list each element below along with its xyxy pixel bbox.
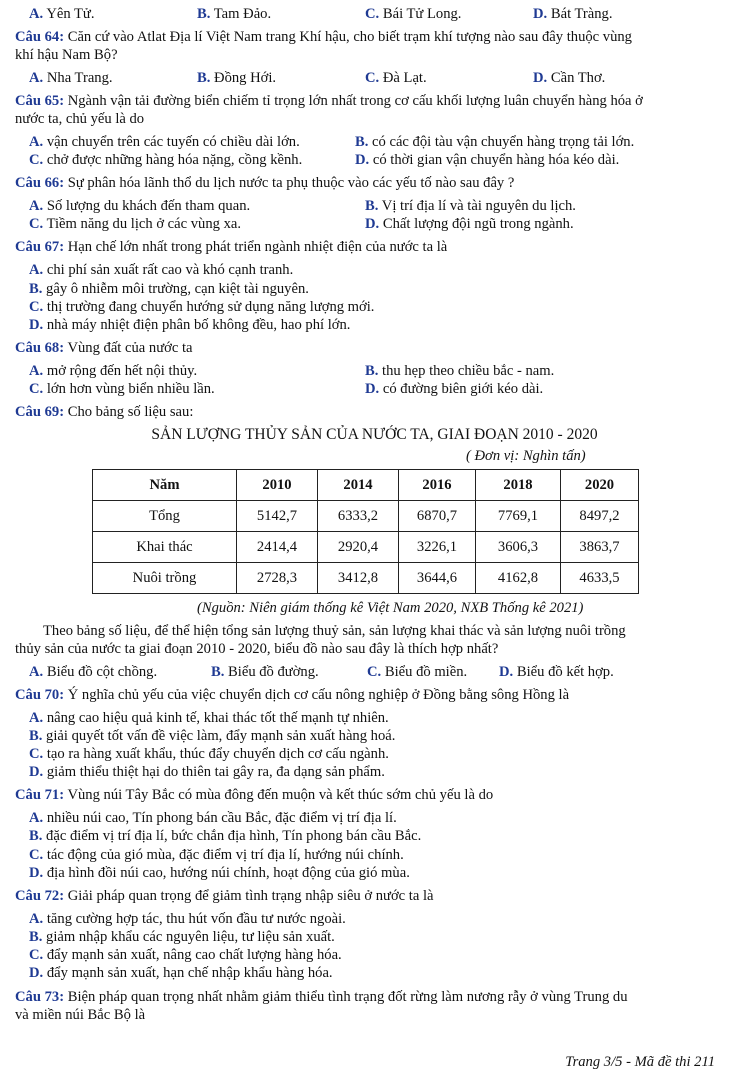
q63-option-d[interactable]: D. Bát Tràng. xyxy=(533,6,613,22)
q72-option-d[interactable]: D. đẩy mạnh sản xuất, hạn chế nhập khẩu hàng hóa. xyxy=(29,965,333,981)
q68-option-c[interactable]: C. lớn hơn vùng biển nhiều lần. xyxy=(29,381,215,397)
q70-option-b[interactable]: B. giải quyết tốt vấn đề việc làm, đẩy mạnh sản xuất hàng hoá. xyxy=(29,728,396,744)
q66-stem: Câu 66: Sự phân hóa lãnh thổ du lịch nước ta phụ thuộc vào các yếu tố nào sau đây ? xyxy=(15,175,515,191)
q70-option-c[interactable]: C. tạo ra hàng xuất khẩu, thúc đẩy chuyển dịch cơ cấu ngành. xyxy=(29,746,389,762)
table-cell: 2414,4 xyxy=(237,532,318,563)
q67-stem: Câu 67: Hạn chế lớn nhất trong phát triển ngành nhiệt điện của nước ta là xyxy=(15,239,448,255)
q64-option-a[interactable]: A. Nha Trang. xyxy=(29,70,113,86)
table-header-cell: 2016 xyxy=(399,470,476,501)
q69-stem: Câu 69: Cho bảng số liệu sau: xyxy=(15,404,194,420)
table-cell: 5142,7 xyxy=(237,501,318,532)
q67-option-a[interactable]: A. chi phí sản xuất rất cao và khó cạnh tranh. xyxy=(29,262,294,278)
q72-option-b[interactable]: B. giảm nhập khẩu các nguyên liệu, tư liệu sản xuất. xyxy=(29,929,335,945)
table-cell: 4162,8 xyxy=(476,563,561,594)
table-title: SẢN LƯỢNG THỦY SẢN CỦA NƯỚC TA, GIAI ĐOẠN 2010 - 2020 xyxy=(151,426,598,443)
table-header-cell: Năm xyxy=(93,470,237,501)
table-cell: 4633,5 xyxy=(561,563,639,594)
q70-option-d[interactable]: D. giảm thiểu thiệt hại do thiên tai gây ra, đa dạng sản phẩm. xyxy=(29,764,385,780)
q68-option-d[interactable]: D. có đường biên giới kéo dài. xyxy=(365,381,544,397)
q66-option-d[interactable]: D. Chất lượng đội ngũ trong ngành. xyxy=(365,216,574,232)
table-cell: 3606,3 xyxy=(476,532,561,563)
q71-option-d[interactable]: D. địa hình đồi núi cao, hướng núi chính, hoạt động của gió mùa. xyxy=(29,865,410,881)
q69-option-b[interactable]: B. Biểu đồ đường. xyxy=(211,664,319,680)
q73-stem: Câu 73: Biện pháp quan trọng nhất nhằm giảm thiểu tình trạng đốt rừng làm nương rẫy ở vùng Trung du xyxy=(15,989,628,1005)
table-header-cell: 2014 xyxy=(318,470,399,501)
q70-stem: Câu 70: Ý nghĩa chủ yếu của việc chuyển dịch cơ cấu nông nghiệp ở Đồng bằng sông Hồng là xyxy=(15,687,570,703)
q64-option-d[interactable]: D. Cần Thơ. xyxy=(533,70,606,86)
q68-stem: Câu 68: Vùng đất của nước ta xyxy=(15,340,193,356)
table-source: (Nguồn: Niên giám thống kê Việt Nam 2020, NXB Thống kê 2021) xyxy=(197,600,584,616)
table-cell: 6333,2 xyxy=(318,501,399,532)
table-cell: Nuôi trồng xyxy=(93,563,237,594)
q72-option-c[interactable]: C. đẩy mạnh sản xuất, nâng cao chất lượng hàng hóa. xyxy=(29,947,342,963)
q71-option-c[interactable]: C. tác động của gió mùa, đặc điểm vị trí địa lí, hướng núi chính. xyxy=(29,847,404,863)
q69-option-c[interactable]: C. Biểu đồ miền. xyxy=(367,664,468,680)
q71-option-b[interactable]: B. đặc điểm vị trí địa lí, bức chắn địa hình, Tín phong bán cầu Bắc. xyxy=(29,828,422,844)
q66-option-a[interactable]: A. Số lượng du khách đến tham quan. xyxy=(29,198,251,214)
q70-option-a[interactable]: A. nâng cao hiệu quả kinh tế, khai thác tốt thế mạnh tự nhiên. xyxy=(29,710,389,726)
q64-option-b[interactable]: B. Đồng Hới. xyxy=(197,70,277,86)
table-cell: 2728,3 xyxy=(237,563,318,594)
q65-option-a[interactable]: A. vận chuyển trên các tuyến có chiều dài lớn. xyxy=(29,134,300,150)
q72-stem: Câu 72: Giải pháp quan trọng để giảm tình trạng nhập siêu ở nước ta là xyxy=(15,888,434,904)
table-row xyxy=(93,501,639,532)
q65-option-c[interactable]: C. chở được những hàng hóa nặng, cồng kềnh. xyxy=(29,152,303,168)
page-footer: Trang 3/5 - Mã đề thi 211 xyxy=(565,1054,715,1070)
table-cell: 3226,1 xyxy=(399,532,476,563)
q71-stem: Câu 71: Vùng núi Tây Bắc có mùa đông đến muộn và kết thúc sớm chủ yếu là do xyxy=(15,787,494,803)
q66-option-c[interactable]: C. Tiềm năng du lịch ở các vùng xa. xyxy=(29,216,242,232)
table-cell: 3412,8 xyxy=(318,563,399,594)
table-header-cell: 2010 xyxy=(237,470,318,501)
table-cell: 6870,7 xyxy=(399,501,476,532)
q69-option-d[interactable]: D. Biểu đồ kết hợp. xyxy=(499,664,614,680)
q63-option-b[interactable]: B. Tam Đảo. xyxy=(197,6,272,22)
table-cell: Khai thác xyxy=(93,532,237,563)
table-header-cell: 2018 xyxy=(476,470,561,501)
q64-stem: Câu 64: Căn cứ vào Atlat Địa lí Việt Nam trang Khí hậu, cho biết trạm khí tượng nào sau đây thuộc vùng xyxy=(15,29,632,45)
table-row xyxy=(93,532,639,563)
q68-option-a[interactable]: A. mở rộng đến hết nội thủy. xyxy=(29,363,198,379)
q69-paragraph-cont: thủy sản của nước ta giai đoạn 2010 - 2020, biểu đồ nào sau đây là thích hợp nhất? xyxy=(15,641,499,657)
q63-option-c[interactable]: C. Bái Tử Long. xyxy=(365,6,462,22)
q71-option-a[interactable]: A. nhiều núi cao, Tín phong bán cầu Bắc, đặc điểm vị trí địa lí. xyxy=(29,810,397,826)
table-unit: ( Đơn vị: Nghìn tấn) xyxy=(466,448,586,464)
table-header-cell: 2020 xyxy=(561,470,639,501)
table-cell: 7769,1 xyxy=(476,501,561,532)
q63-option-a[interactable]: A. Yên Tử. xyxy=(29,6,95,22)
q64-stem-cont: khí hậu Nam Bộ? xyxy=(15,47,118,63)
q67-option-d[interactable]: D. nhà máy nhiệt điện phân bố không đều, hao phí lớn. xyxy=(29,317,351,333)
table-header-row xyxy=(93,470,639,501)
q69-paragraph: Theo bảng số liệu, để thể hiện tổng sản lượng thuỷ sản, sản lượng khai thác và sản lượng nuôi trồng xyxy=(43,623,626,639)
q73-stem-cont: và miền núi Bắc Bộ là xyxy=(15,1007,146,1023)
table-cell: 2920,4 xyxy=(318,532,399,563)
fishery-table xyxy=(92,469,639,594)
q69-option-a[interactable]: A. Biểu đồ cột chồng. xyxy=(29,664,158,680)
q72-option-a[interactable]: A. tăng cường hợp tác, thu hút vốn đầu tư nước ngoài. xyxy=(29,911,346,927)
table-cell: 8497,2 xyxy=(561,501,639,532)
table-cell: 3644,6 xyxy=(399,563,476,594)
q65-stem-cont: nước ta, chủ yếu là do xyxy=(15,111,145,127)
q65-option-b[interactable]: B. có các đội tàu vận chuyển hàng trọng tải lớn. xyxy=(355,134,635,150)
q67-option-b[interactable]: B. gây ô nhiễm môi trường, cạn kiệt tài nguyên. xyxy=(29,281,309,297)
table-cell: 3863,7 xyxy=(561,532,639,563)
q68-option-b[interactable]: B. thu hẹp theo chiều bắc - nam. xyxy=(365,363,555,379)
q65-stem: Câu 65: Ngành vận tải đường biển chiếm tỉ trọng lớn nhất trong cơ cấu khối lượng luân chuyển hàng hóa ở xyxy=(15,93,643,109)
q64-option-c[interactable]: C. Đà Lạt. xyxy=(365,70,427,86)
q66-option-b[interactable]: B. Vị trí địa lí và tài nguyên du lịch. xyxy=(365,198,576,214)
table-cell: Tổng xyxy=(93,501,237,532)
table-row xyxy=(93,563,639,594)
q67-option-c[interactable]: C. thị trường đang chuyển hướng sử dụng năng lượng mới. xyxy=(29,299,375,315)
q65-option-d[interactable]: D. có thời gian vận chuyển hàng hóa kéo dài. xyxy=(355,152,620,168)
